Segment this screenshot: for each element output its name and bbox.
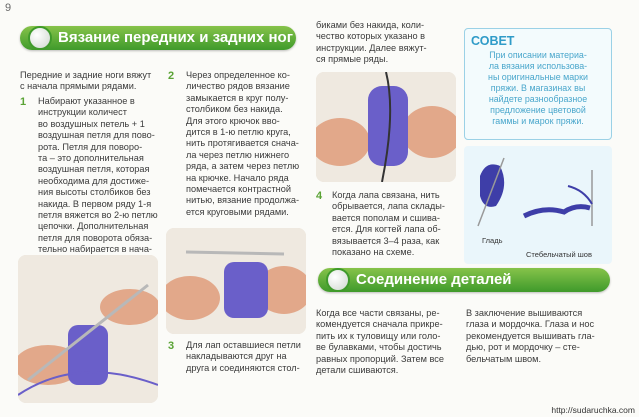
photo-knitting-leg-1 — [18, 255, 158, 403]
photo-knitting-leg-3 — [316, 72, 456, 182]
advice-text: При описании материа- ла вязания использова- ны оригинальные марки пряжи. В магазинах вы найдете разнообразное предложение цветовой гаммы и марок пряжи. — [488, 50, 588, 126]
advice-title: СОВЕТ — [471, 34, 515, 48]
step-text-2: Через определенное ко- личество рядов вязание замыкается в круг полу- столбиком без накида. Для этого крючок вво- дится в 1-ю петлю круга, нить протягивается снача- ла через петлю нижнего ряда, а затем через петлю на крючке. Начало ряда помечается контрастной нитью, вязание продолжа- ется круговыми рядами. — [186, 70, 300, 217]
footer-url[interactable]: http://sudaruchka.com — [551, 405, 635, 415]
yarn-ball-icon — [28, 26, 52, 50]
label-satin-stitch: Гладь — [482, 236, 503, 245]
label-stem-stitch: Стебельчатый шов — [526, 250, 592, 259]
section-title: Соединение деталей — [356, 271, 512, 288]
step-number-3: 3 — [168, 340, 175, 352]
joining-text-col2: В заключение вышиваются глаза и мордочка. Глаза и нос рекомендуется вышивать гла- дью, рот и мордочку – сте- бельчатым швом. — [466, 308, 595, 364]
section-banner-joining — [318, 268, 610, 292]
intro-text: Передние и задние ноги вяжут с начала прямыми рядами. — [20, 70, 152, 92]
step-number-1: 1 — [20, 96, 27, 108]
stitch-illustration — [464, 146, 612, 244]
embroidery-diagram — [464, 146, 612, 264]
step-3-continuation: биками без накида, коли- чество которых указано в инструкции. Далее вяжут- ся прямые ряды. — [316, 20, 427, 65]
yarn-ball-icon — [326, 268, 350, 292]
step-text-3: Для лап оставшиеся петли накладываются друг на друга и соединяются стол- — [186, 340, 301, 373]
joining-text-col1: Когда все части связаны, ре- комендуется сначала прикре- пить их к туловищу или голо- ве булавками, чтобы достичь равных пропорций. Затем все детали сшиваются. — [316, 308, 444, 376]
step-text-4: Когда лапа связана, нить обрывается, лапа склады- вается пополам и сшива- ется. Для когтей лапа об- вязывается 3–4 раза, как показано на схеме. — [332, 190, 445, 258]
step-text-1: Набирают указанное в инструкции количест во воздушных петель + 1 воздушная петля для пово- рота. Петля для поворо- та – это дополнительная воздушная петля, которая необходима для достиже- ния высоты столбиков без накида. В первом ряду 1-я петля вяжется во 2-ю петлю цепочки. Дополнительная петля для поворота обяза- тельно набирается в нача- — [38, 96, 158, 255]
page-number: 9 — [5, 2, 12, 14]
step-number-4: 4 — [316, 190, 323, 202]
section-title: Вязание передних и задних ног — [58, 29, 293, 46]
step-number-2: 2 — [168, 70, 175, 82]
advice-box — [464, 28, 612, 140]
section-banner-legs — [20, 26, 296, 50]
photo-knitting-leg-2 — [166, 228, 306, 334]
